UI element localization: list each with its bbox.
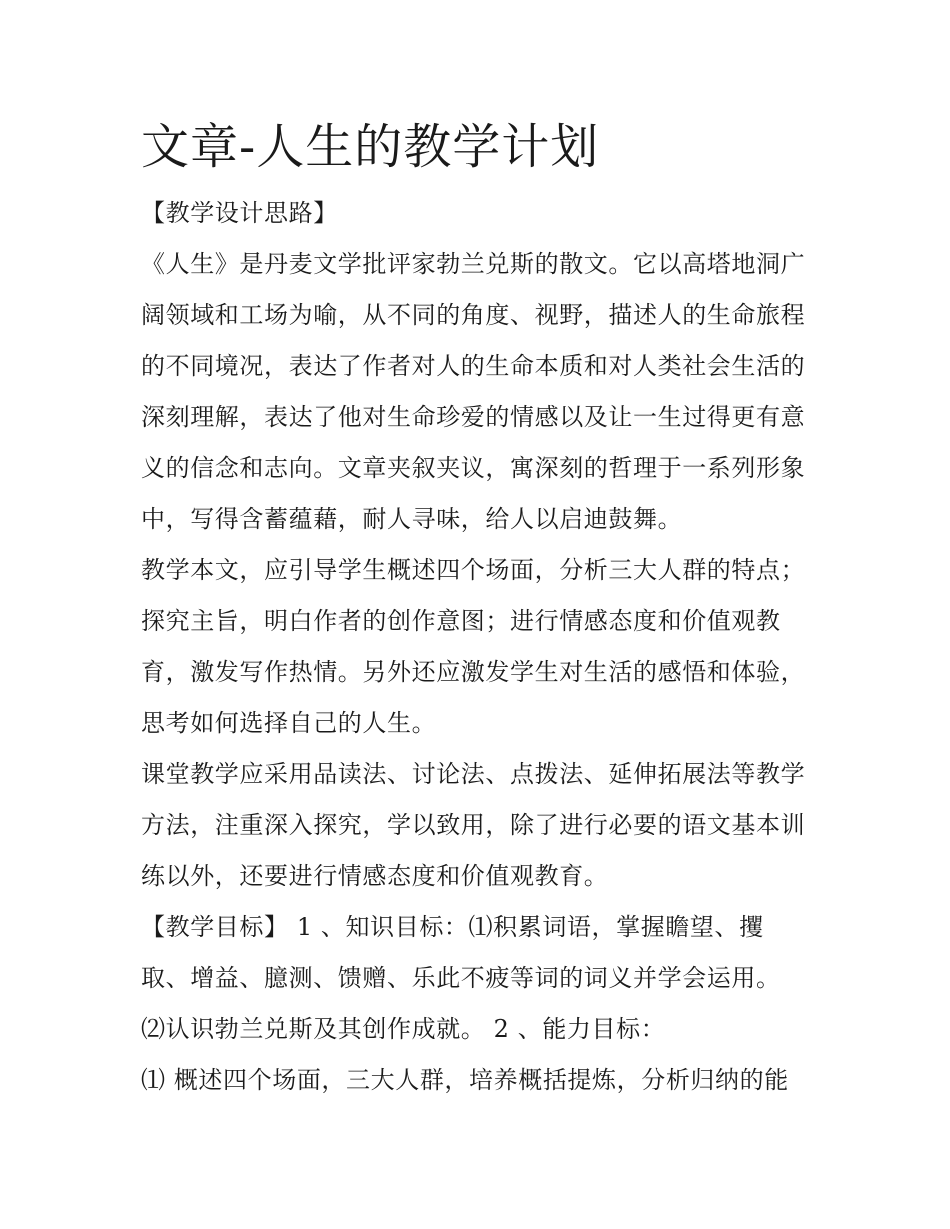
body-line: 取、增益、臆测、馈赠、乐此不疲等词的词义并学会运用。 [141,964,781,992]
body-line: 思考如何选择自己的人生。 [141,709,437,737]
body-line: 义的信念和志向。文章夹叙夹议，寓深刻的哲理于一系列形象 [141,454,806,482]
document-title: 文章-人生的教学计划 [141,119,600,175]
document-page [141,112,821,1106]
body-line: 育，激发写作热情。另外还应激发学生对生活的感悟和体验， [141,658,806,686]
body-line: 的不同境况，表达了作者对人的生命本质和对人类社会生活的 [141,352,806,380]
body-line: 课堂教学应采用品读法、讨论法、点拨法、延伸拓展法等教学 [141,760,806,788]
section-heading-goals: 【教学目标】 1 、知识目标：⑴积累词语，掌握瞻望、攫 [141,913,764,941]
body-line: ⑴ 概述四个场面，三大人群，培养概括提炼，分析归纳的能 [141,1066,789,1094]
document-body [141,188,821,1106]
body-line: ⑵认识勃兰兑斯及其创作成就。 2 、能力目标： [141,1015,666,1043]
body-line: 练以外，还要进行情感态度和价值观教育。 [141,862,609,890]
section-heading-design: 【教学设计思路】 [141,199,338,227]
body-line: 深刻理解，表达了他对生命珍爱的情感以及让一生过得更有意 [141,403,806,431]
body-line: 《人生》是丹麦文学批评家勃兰兑斯的散文。它以高塔地洞广 [141,250,806,278]
body-line: 教学本文，应引导学生概述四个场面，分析三大人群的特点； [141,556,806,584]
body-line: 探究主旨，明白作者的创作意图；进行情感态度和价值观教 [141,607,781,635]
body-line: 阔领域和工场为喻，从不同的角度、视野，描述人的生命旅程 [141,301,806,329]
body-line: 中，写得含蓄蕴藉，耐人寻味，给人以启迪鼓舞。 [141,505,683,533]
body-line: 方法，注重深入探究，学以致用，除了进行必要的语文基本训 [141,811,806,839]
